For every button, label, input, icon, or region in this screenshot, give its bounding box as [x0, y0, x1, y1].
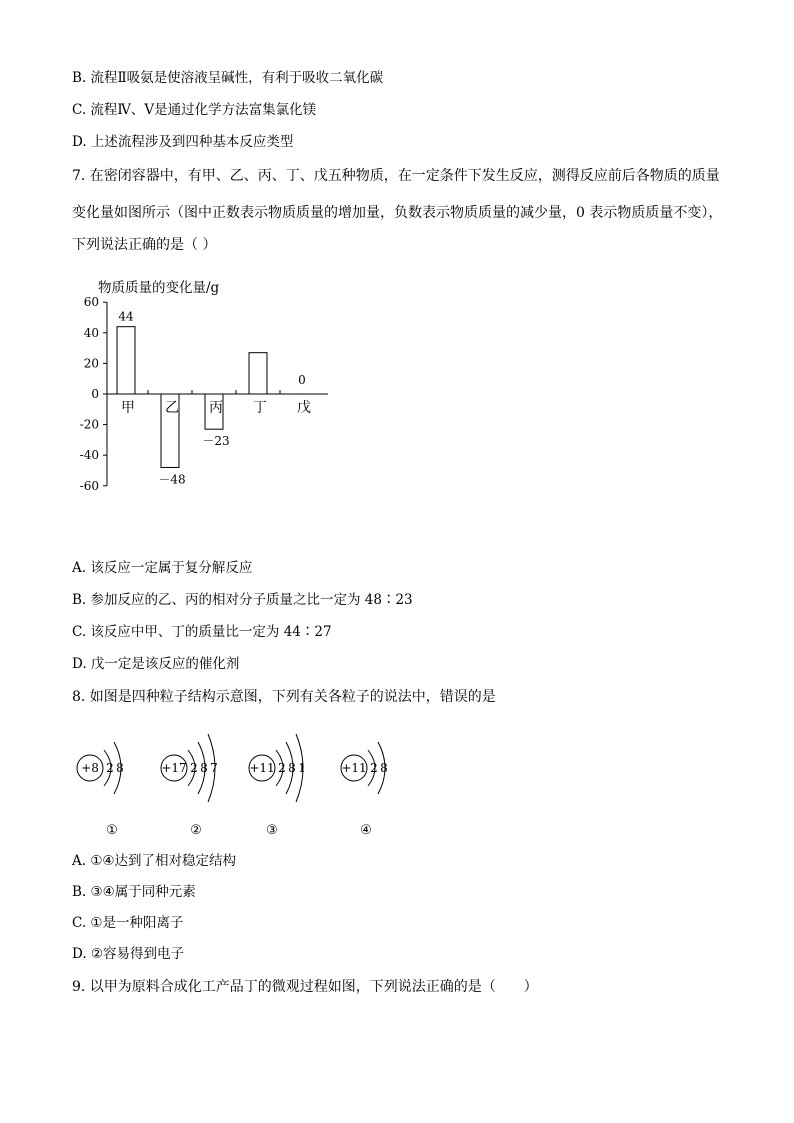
y-tick-label: 60	[83, 295, 99, 310]
electron-count: 8	[200, 761, 208, 775]
particle-label: ④	[360, 823, 372, 838]
q7-stem-line3: 下列说法正确的是（ ）	[72, 237, 217, 253]
q9-stem: 9. 以甲为原料合成化工产品丁的微观过程如图，下列说法正确的是（ ）	[72, 979, 538, 995]
electron-count: 1	[298, 761, 306, 775]
bar-丁	[249, 353, 267, 394]
electron-count: 8	[116, 761, 124, 775]
electron-count: 2	[370, 761, 378, 775]
y-tick-label: 40	[83, 325, 99, 340]
q7-stem-line2: 变化量如图所示（图中正数表示物质质量的增加量，负数表示物质质量的减少量，0 表示物质质量不变），	[72, 205, 723, 221]
data-label: －48	[158, 472, 186, 487]
q7-option-a: A. 该反应一定属于复分解反应	[72, 560, 253, 576]
q8-option-c: C. ①是一种阳离子	[72, 915, 184, 931]
q8-option-d: D. ②容易得到电子	[72, 946, 185, 962]
particle-label: ③	[266, 823, 278, 838]
particle-diagram-4	[341, 742, 388, 794]
category-label: 丙	[209, 400, 223, 416]
q7-option-d: D. 戊一定是该反应的催化剂	[72, 656, 240, 672]
category-label: 甲	[121, 400, 135, 416]
electron-count: 2	[106, 761, 114, 775]
y-tick-label: 20	[83, 356, 99, 371]
nucleus-charge: +17	[161, 761, 187, 775]
electron-count: 7	[210, 761, 218, 775]
nucleus-charge: +11	[341, 761, 367, 775]
y-tick-label: -40	[79, 448, 99, 463]
particle-label: ①	[106, 823, 118, 838]
particle-diagram-1	[77, 742, 124, 794]
particle-structure-diagrams	[0, 720, 794, 845]
nucleus-charge: +11	[249, 761, 275, 775]
q6-option-b: B. 流程Ⅱ吸氨是使溶液呈碱性，有利于吸收二氧化碳	[72, 70, 384, 86]
particle-diagram-2	[161, 734, 218, 802]
electron-count: 2	[190, 761, 198, 775]
bar-甲	[117, 327, 135, 394]
chart-ylabel: 物质质量的变化量/g	[98, 280, 220, 296]
data-label: 0	[298, 373, 306, 387]
q7-option-c: C. 该反应中甲、丁的质量比一定为 44∶27	[72, 624, 332, 640]
electron-count: 2	[278, 761, 286, 775]
electron-count: 8	[380, 761, 388, 775]
q7-stem-line1: 7. 在密闭容器中，有甲、乙、丙、丁、戊五种物质，在一定条件下发生反应，测得反应前后各物质的质量	[72, 168, 720, 184]
electron-count: 8	[288, 761, 296, 775]
q8-option-a: A. ①④达到了相对稳定结构	[72, 853, 237, 869]
nucleus-charge: +8	[81, 761, 99, 775]
particle-diagram-3	[249, 734, 306, 802]
y-tick-label: -20	[79, 417, 99, 432]
data-label: －23	[202, 434, 230, 449]
mass-change-bar-chart	[0, 0, 794, 560]
q8-option-b: B. ③④属于同种元素	[72, 884, 196, 900]
category-label: 丁	[253, 400, 267, 416]
q8-stem: 8. 如图是四种粒子结构示意图，下列有关各粒子的说法中，错误的是	[72, 689, 496, 705]
data-label: 44	[118, 309, 134, 324]
particle-label: ②	[190, 823, 202, 838]
q6-option-d: D. 上述流程涉及到四种基本反应类型	[72, 134, 294, 150]
y-tick-label: 0	[91, 387, 99, 401]
category-label: 乙	[165, 400, 179, 416]
y-tick-label: -60	[79, 478, 99, 493]
category-label: 戊	[297, 400, 311, 416]
q7-option-b: B. 参加反应的乙、丙的相对分子质量之比一定为 48∶23	[72, 592, 413, 608]
q6-option-c: C. 流程Ⅳ、Ⅴ是通过化学方法富集氯化镁	[72, 102, 317, 118]
